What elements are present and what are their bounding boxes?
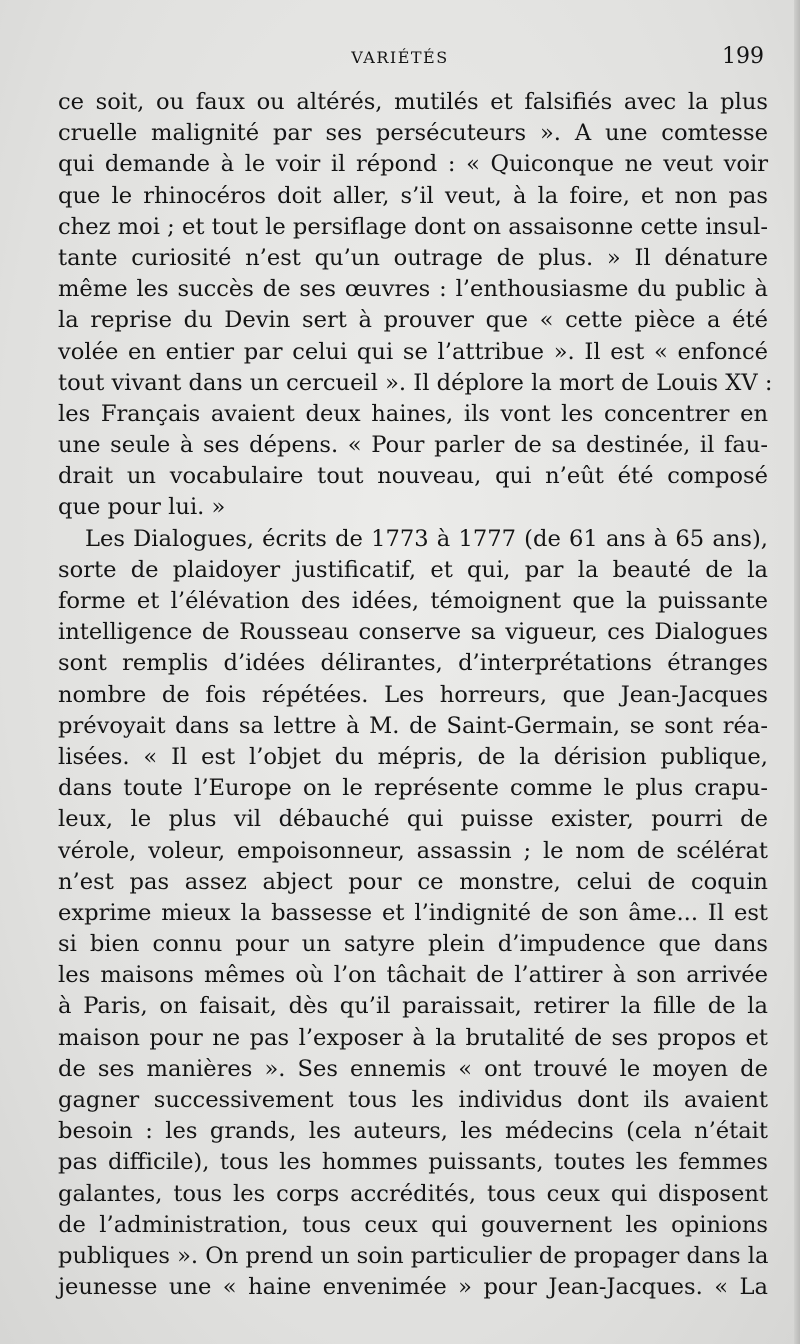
text-line: la reprise du Devin sert à prouver que « cette pièce a été bbox=[58, 307, 768, 334]
text-line: n’est pas assez abject pour ce monstre, celui de coquin bbox=[58, 868, 768, 895]
page-number: 199 bbox=[722, 44, 764, 69]
text-line: même les succès de ses œuvres : l’enthousiasme du public à bbox=[58, 276, 768, 303]
text-line: maison pour ne pas l’exposer à la brutalité de ses propos et bbox=[58, 1024, 768, 1051]
section-title: VARIÉTÉS bbox=[351, 48, 449, 67]
text-line: tante curiosité n’est qu’un outrage de plus. » Il dénature bbox=[58, 244, 768, 271]
text-line: de ses manières ». Ses ennemis « ont trouvé le moyen de bbox=[58, 1055, 768, 1082]
text-line: nombre de fois répétées. Les horreurs, que Jean-Jacques bbox=[58, 681, 768, 708]
text-line: qui demande à le voir il répond : « Quiconque ne veut voir bbox=[58, 151, 768, 178]
text-line: ce soit, ou faux ou altérés, mutilés et falsifiés avec la plus bbox=[58, 89, 768, 115]
text-line: gagner successivement tous les individus dont ils avaient bbox=[58, 1087, 768, 1113]
text-line: galantes, tous les corps accrédités, tous ceux qui disposent bbox=[58, 1180, 768, 1207]
text-line: forme et l’élévation des idées, témoignent que la puissante bbox=[58, 588, 768, 614]
text-line: exprime mieux la bassesse et l’indignité de son âme... Il est bbox=[58, 899, 768, 926]
text-line: publiques ». On prend un soin particulier de propager dans la bbox=[58, 1242, 769, 1269]
scan-edge-shadow bbox=[794, 0, 800, 1344]
text-line: de l’administration, tous ceux qui gouvernent les opinions bbox=[58, 1211, 768, 1238]
text-line: lisées. « Il est l’objet du mépris, de la dérision publique, bbox=[58, 743, 768, 770]
text-line: si bien connu pour un satyre plein d’impudence que dans bbox=[58, 931, 768, 958]
text-line: sont remplis d’idées délirantes, d’interprétations étranges bbox=[58, 650, 768, 677]
paragraph-start-line: Les Dialogues, écrits de 1773 à 1777 (de 61 ans à 65 ans), bbox=[85, 525, 768, 552]
text-line: vérole, voleur, empoisonneur, assassin ; le nom de scélérat bbox=[58, 837, 768, 864]
text-line: cruelle malignité par ses persécuteurs ». A une comtesse bbox=[58, 120, 768, 147]
text-line: prévoyait dans sa lettre à M. de Saint-Germain, se sont réa- bbox=[58, 712, 768, 739]
text-line: pas difficile), tous les hommes puissants, toutes les femmes bbox=[58, 1149, 768, 1176]
text-line: que pour lui. » bbox=[58, 494, 226, 521]
text-line: dans toute l’Europe on le représente comme le plus crapu- bbox=[58, 775, 768, 802]
text-line: que le rhinocéros doit aller, s’il veut, à la foire, et non pas bbox=[58, 182, 768, 209]
text-line: tout vivant dans un cercueil ». Il déplore la mort de Louis XV : bbox=[58, 369, 773, 396]
text-line: une seule à ses dépens. « Pour parler de sa destinée, il fau- bbox=[58, 432, 768, 459]
text-line: drait un vocabulaire tout nouveau, qui n’eût été composé bbox=[58, 463, 768, 490]
text-line: à Paris, on faisait, dès qu’il paraissait, retirer la fille de la bbox=[58, 993, 768, 1020]
text-line: les maisons mêmes où l’on tâchait de l’attirer à son arrivée bbox=[58, 962, 768, 989]
text-line: intelligence de Rousseau conserve sa vigueur, ces Dialogues bbox=[58, 619, 768, 646]
text-line: volée en entier par celui qui se l’attribue ». Il est « enfoncé bbox=[58, 338, 768, 365]
text-line: besoin : les grands, les auteurs, les médecins (cela n’était bbox=[58, 1118, 768, 1145]
text-line: sorte de plaidoyer justificatif, et qui, par la beauté de la bbox=[58, 556, 768, 583]
text-line: les Français avaient deux haines, ils vont les concentrer en bbox=[58, 400, 768, 427]
text-line: chez moi ; et tout le persiflage dont on assaisonne cette insul- bbox=[58, 213, 768, 240]
text-line: jeunesse une « haine envenimée » pour Jean-Jacques. « La bbox=[58, 1274, 768, 1301]
text-line: leux, le plus vil débauché qui puisse exister, pourri de bbox=[58, 806, 768, 833]
body-text bbox=[58, 87, 773, 1303]
running-head bbox=[0, 44, 800, 74]
